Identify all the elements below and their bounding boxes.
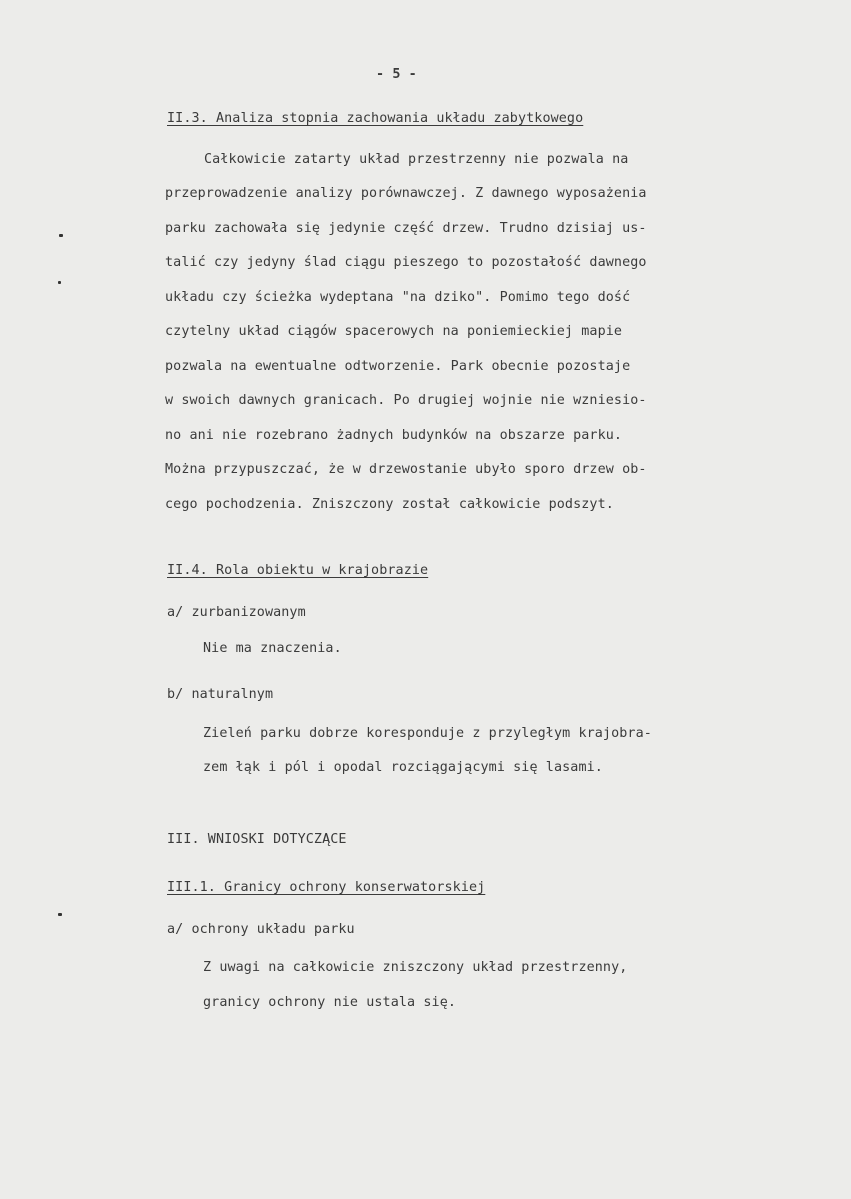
paragraph-line: no ani nie rozebrano żadnych budynków na obszarze parku. — [165, 428, 623, 443]
paragraph-line: przeprowadzenie analizy porównawczej. Z dawnego wyposażenia — [165, 186, 647, 201]
margin-mark — [59, 234, 63, 237]
item-text-a-line: Z uwagi na całkowicie zniszczony układ przestrzenny, — [203, 960, 628, 975]
section-heading-2-4: II.4. Rola obiektu w krajobrazie — [167, 563, 429, 578]
page-number: - 5 - — [376, 67, 417, 82]
paragraph-line: talić czy jedyny ślad ciągu pieszego to pozostałość dawnego — [165, 255, 647, 270]
paragraph-line: cego pochodzenia. Zniszczony został całkowicie podszyt. — [165, 497, 614, 512]
margin-mark — [58, 281, 61, 284]
item-text-a-line: granicy ochrony nie ustala się. — [203, 995, 457, 1010]
paragraph-line: Całkowicie zatarty układ przestrzenny nie pozwala na — [204, 152, 629, 167]
paragraph-line: pozwala na ewentualne odtworzenie. Park obecnie pozostaje — [165, 359, 631, 374]
item-label-b: b/ naturalnym — [167, 687, 274, 702]
paragraph-line: układu czy ścieżka wydeptana "na dziko". Pomimo tego dość — [165, 290, 631, 305]
paragraph-line: w swoich dawnych granicach. Po drugiej wojnie nie wzniesio- — [165, 393, 647, 408]
paragraph-line: parku zachowała się jedynie część drzew. Trudno dzisiaj us- — [165, 221, 647, 236]
item-text-a: Nie ma znaczenia. — [203, 641, 342, 656]
section-heading-3-1: III.1. Granicy ochrony konserwatorskiej — [167, 880, 486, 895]
item-label-a: a/ ochrony układu parku — [167, 922, 355, 937]
margin-mark — [58, 913, 62, 916]
paragraph-line: czytelny układ ciągów spacerowych na poniemieckiej mapie — [165, 324, 623, 339]
item-text-b-line: Zieleń parku dobrze koresponduje z przyległym krajobra- — [203, 726, 652, 741]
section-heading-2-3: II.3. Analiza stopnia zachowania układu zabytkowego — [167, 111, 584, 126]
paragraph-line: Można przypuszczać, że w drzewostanie ubyło sporo drzew ob- — [165, 462, 647, 477]
item-label-a: a/ zurbanizowanym — [167, 605, 306, 620]
section-heading-3: III. WNIOSKI DOTYCZĄCE — [167, 832, 347, 847]
item-text-b-line: zem łąk i pól i opodal rozciągającymi się lasami. — [203, 760, 603, 775]
